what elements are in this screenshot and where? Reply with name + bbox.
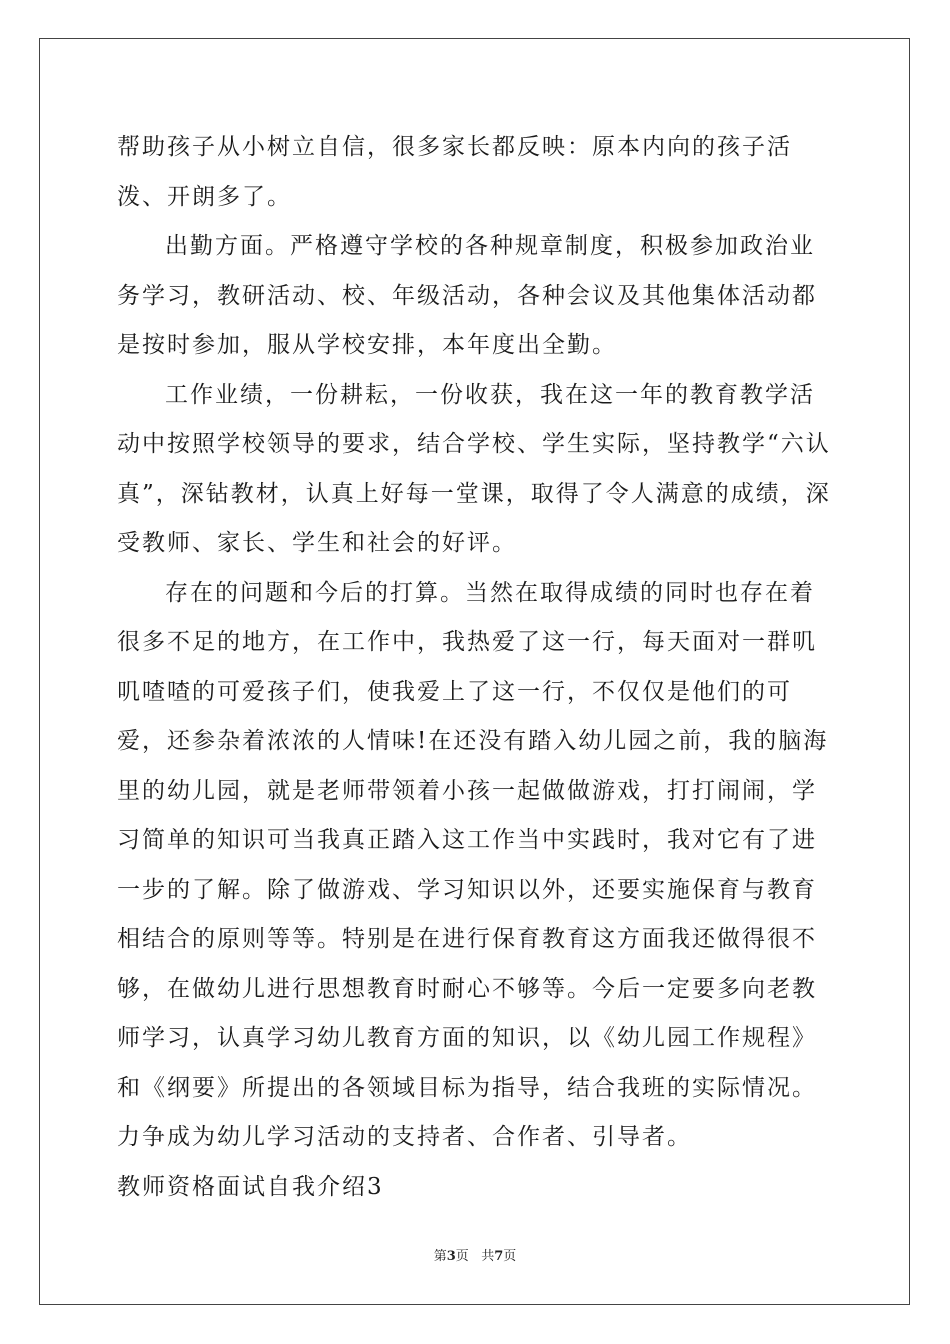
footer-total-prefix: 共 [481, 1249, 495, 1264]
paragraph-1: 帮助孩子从小树立自信，很多家长都反映：原本内向的孩子活泼、开朗多了。 [117, 134, 792, 210]
paragraph-problems-plans: 存在的问题和今后的打算。当然在取得成绩的同时也存在着很多不足的地方，在工作中，我热爱了这一行，每天面对一群叽叽喳喳的可爱孩子们，使我爱上了这一行，不仅仅是他们的可爱，还参杂着浓浓的人情味!在还没有踏入幼儿园之前，我的脑海里的幼儿园，就是老师带领着小孩一起做做游戏，打打闹闹，学习简单的知识可当我真正踏入这工作当中实践时，我对它有了进一步的了解。除了做游戏、学习知识以外，还要实施保育与教育相结合的原则等等。特别是在进行保育教育这方面我还做得很不够，在做幼儿进行思想教育时耐心不够等。今后一定要多向老教师学习，认真学习幼儿教育方面的知识，以《幼儿园工作规程》和《纲要》所提出的各领域目标为指导，结合我班的实际情况。力争成为幼儿学习活动的支持者、合作者、引导者。 [117, 579, 829, 1150]
paragraph-attendance: 出勤方面。严格遵守学校的各种规章制度，积极参加政治业务学习，教研活动、校、年级活动，各种会议及其他集体活动都是按时参加，服从学校安排，本年度出全勤。 [117, 233, 817, 358]
footer-total-suffix: 页 [503, 1249, 517, 1264]
footer-total-pages: 7 [494, 1249, 504, 1264]
footer-page-number: 3 [446, 1249, 456, 1264]
paragraph-achievements: 工作业绩，一份耕耘，一份收获，我在这一年的教育教学活动中按照学校领导的要求，结合学校、学生实际，坚持教学“六认真”，深钻教材，认真上好每一堂课，取得了令人满意的成绩，深受教师、家长、学生和社会的好评。 [117, 381, 831, 556]
footer-page-suffix: 页 [455, 1249, 469, 1264]
page-footer [0, 1245, 950, 1264]
document-body [117, 123, 837, 1212]
section-heading: 教师资格面试自我介绍3 [117, 1173, 384, 1200]
footer-page-prefix: 第 [433, 1249, 447, 1264]
